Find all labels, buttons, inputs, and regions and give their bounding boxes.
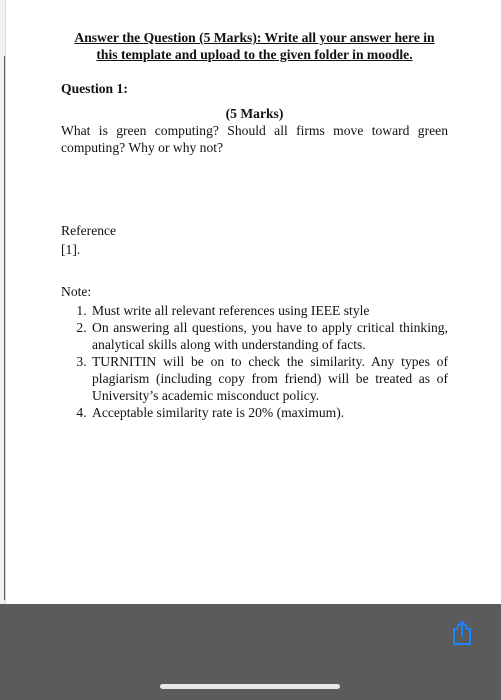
note-item: 3. TURNITIN will be on to check the similarity. Any types of plagiarism (including copy from friend) will be treated as of University’s academic misconduct policy. xyxy=(90,353,448,404)
heading-line-1: Answer the Question (5 Marks): Write all your answer here in xyxy=(74,30,435,45)
share-icon xyxy=(450,620,474,646)
share-button[interactable] xyxy=(447,618,477,648)
note-item: 2. On answering all questions, you have to apply critical thinking, analytical skills along with understanding of facts. xyxy=(90,319,448,353)
reference-item: [1]. xyxy=(61,242,81,257)
document-content xyxy=(61,29,448,421)
heading-line-2: this template and upload to the given folder in moodle. xyxy=(96,47,413,62)
bottom-toolbar xyxy=(0,604,501,700)
document-page[interactable] xyxy=(6,0,501,604)
question-marks: (5 Marks) xyxy=(225,106,284,121)
question-title: Question 1: xyxy=(61,81,128,96)
note-item: 4. Acceptable similarity rate is 20% (maximum). xyxy=(90,404,448,421)
note-item: 1. Must write all relevant references using IEEE style xyxy=(90,302,448,319)
question-text: What is green computing? Should all firms move toward green computing? Why or why not? xyxy=(61,123,448,155)
notes-list xyxy=(61,302,448,421)
document-heading xyxy=(61,29,448,63)
home-indicator[interactable] xyxy=(160,684,340,689)
note-label: Note: xyxy=(61,284,92,299)
reference-label: Reference xyxy=(61,223,117,238)
